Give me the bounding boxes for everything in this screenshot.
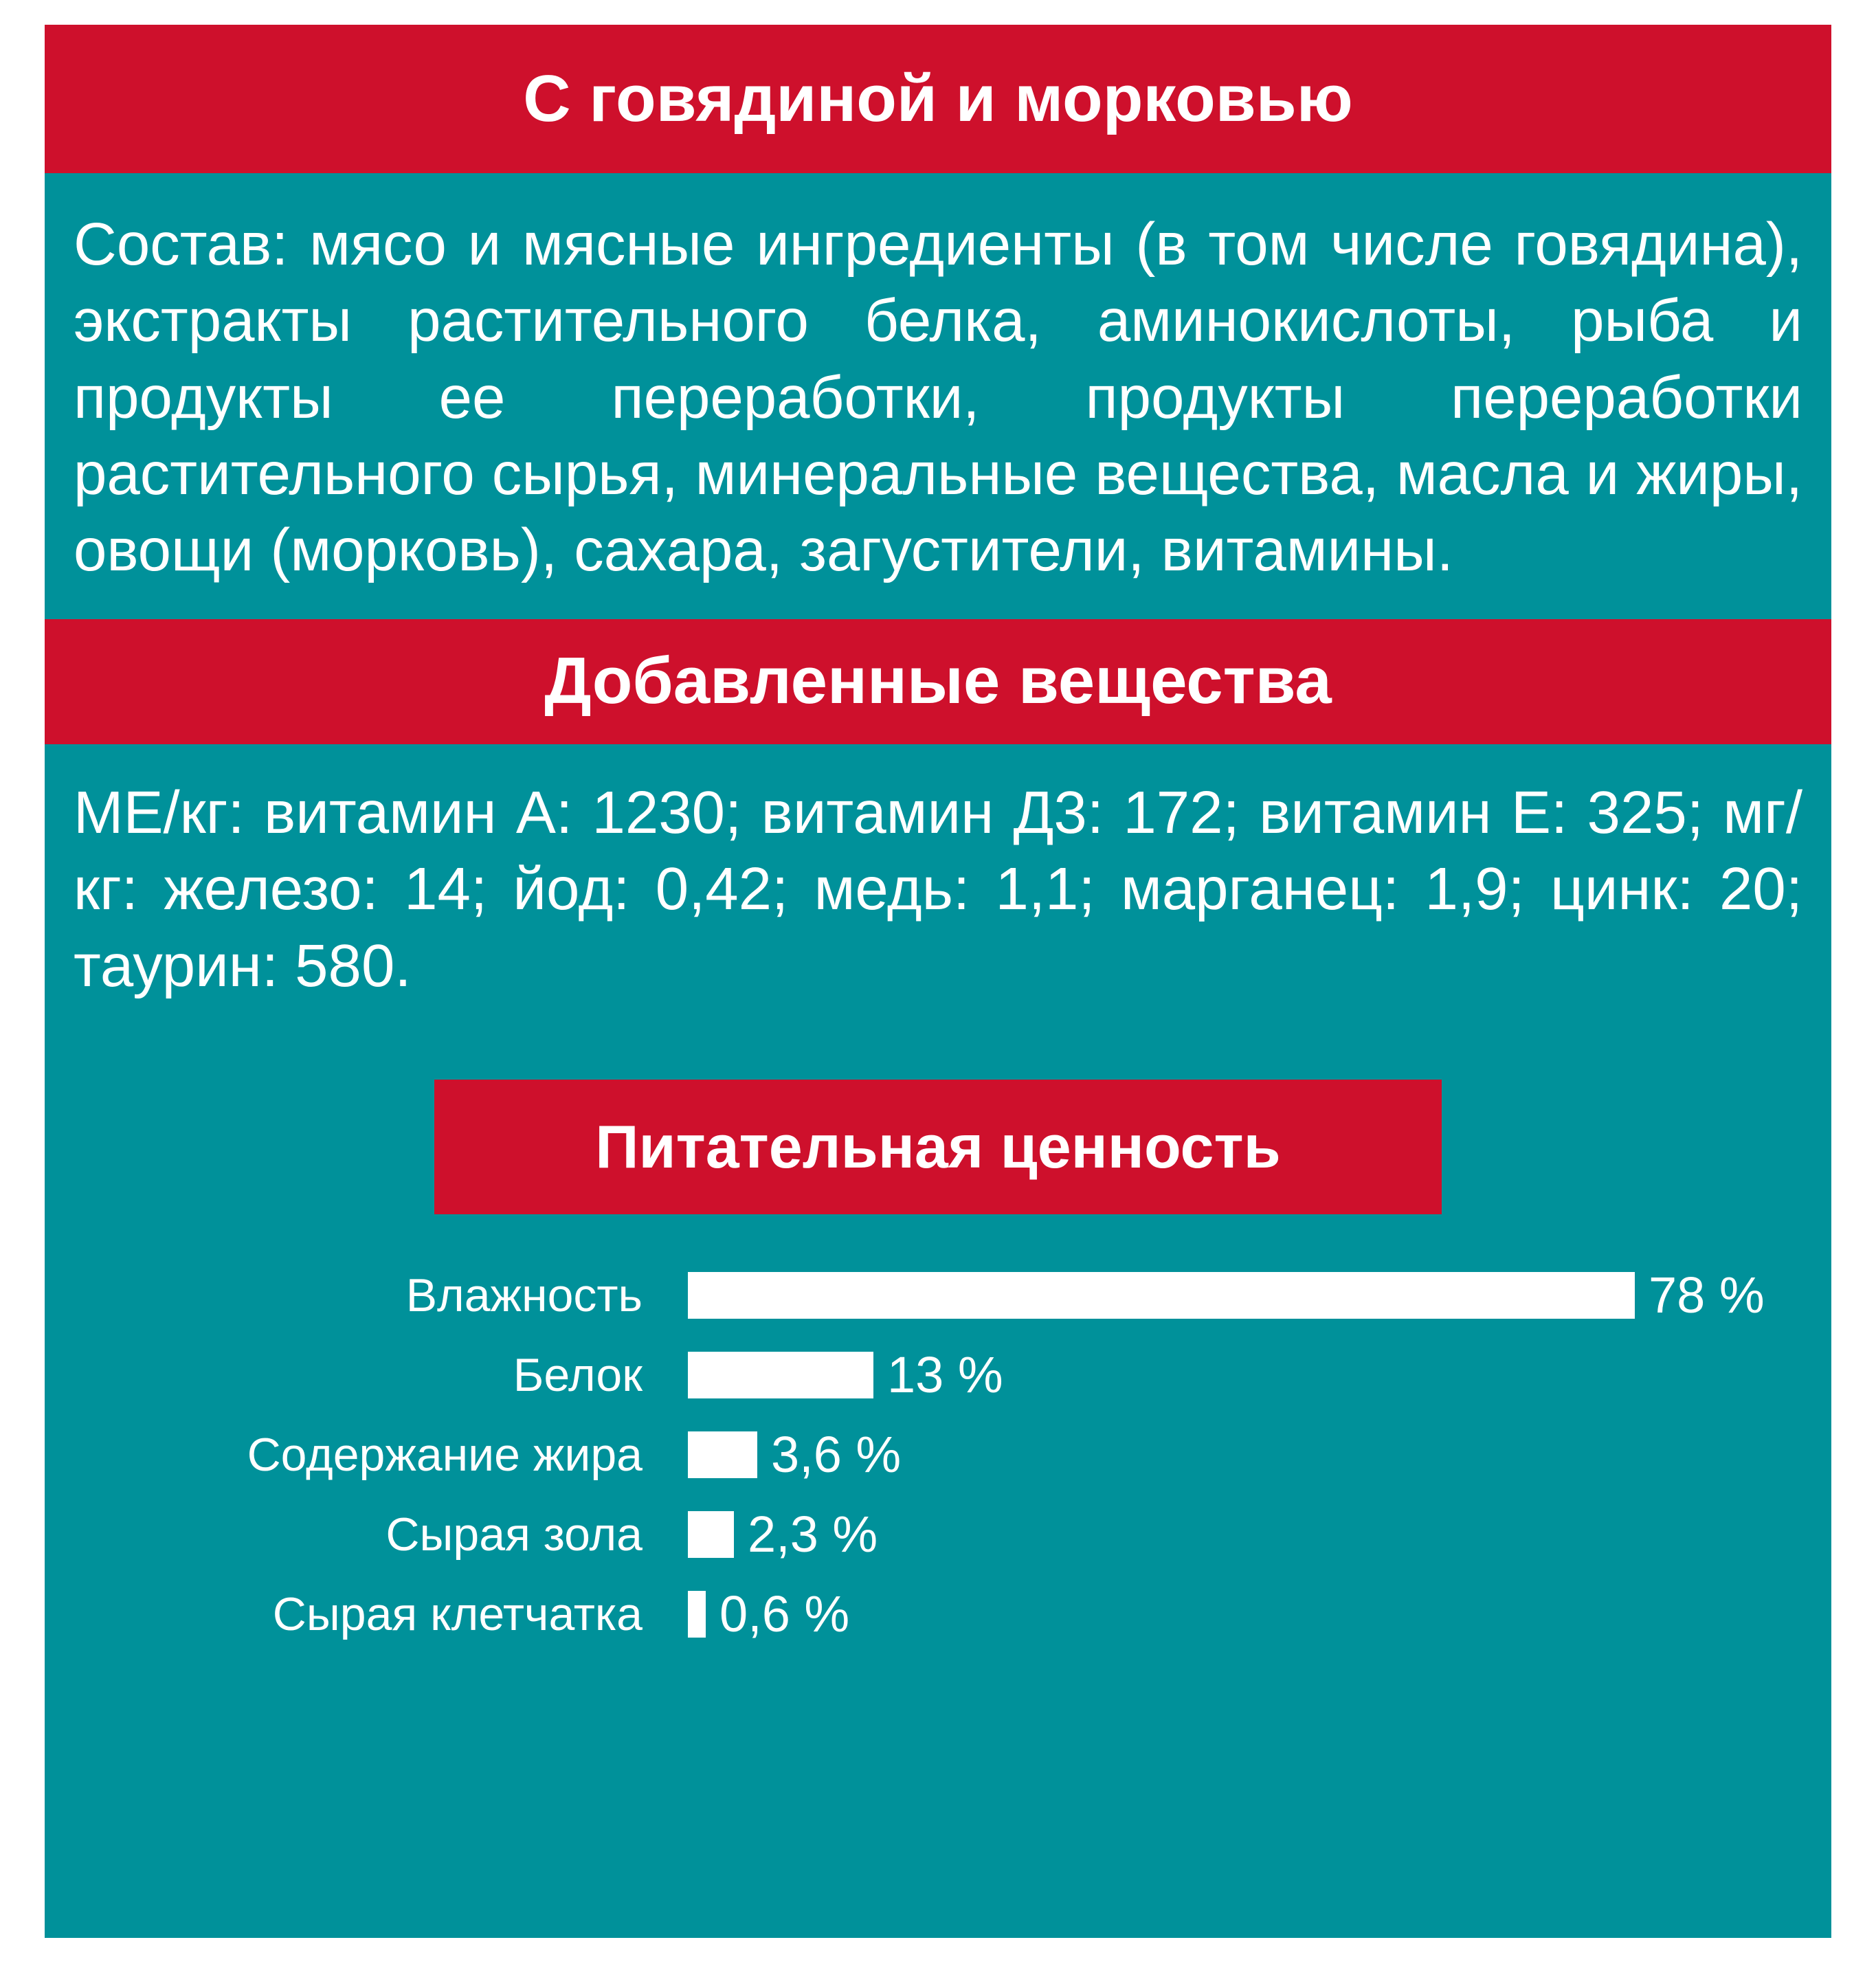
flavour-banner [45, 25, 1831, 173]
nutrition-row [45, 1335, 1831, 1415]
nutrition-row-label: Сырая зола [386, 1508, 643, 1561]
nutrition-row-label: Содержание жира [247, 1428, 643, 1481]
nutrition-row-bar [688, 1352, 873, 1398]
nutrition-row [45, 1574, 1831, 1654]
additives-text: МЕ/кг: витамин А: 1230; витамин Д3: 172; витамин Е: 325; мг/кг: железо: 14; йод: 0,42; медь: 1,1; марганец: 1,9; цинк: 20; таурин: 580. [74, 779, 1802, 999]
nutrition-row-value: 3,6 % [771, 1425, 902, 1483]
nutrition-row [45, 1256, 1831, 1335]
nutrition-section [45, 1031, 1831, 1654]
nutrition-row-bar-area [643, 1585, 850, 1642]
nutrition-title: Питательная ценность [595, 1112, 1281, 1181]
composition-text: Состав: мясо и мясные ингредиенты (в том числе говядина), экстракты растительного белка, аминокислоты, рыба и продукты ее переработки, продукты переработки растительного сырья, минеральные вещества, масла и жиры, овощи (морковь), сахара, загустители, витамины. [74, 211, 1802, 584]
nutrition-row-bar-area [643, 1425, 902, 1483]
nutrition-row-bar [688, 1272, 1635, 1319]
product-label-panel [45, 25, 1831, 1938]
nutrition-banner [434, 1080, 1442, 1214]
additives-banner [45, 619, 1831, 744]
additives-title: Добавленные вещества [544, 644, 1332, 718]
nutrition-row-label: Белок [513, 1348, 643, 1401]
nutrition-row-value: 78 % [1649, 1266, 1765, 1324]
nutrition-row-value: 0,6 % [719, 1585, 850, 1642]
nutrition-row-bar-area [643, 1346, 1003, 1403]
nutrition-row-bar-area [643, 1266, 1765, 1324]
nutrition-row-label: Сырая клетчатка [272, 1587, 643, 1640]
nutrition-row-value: 13 % [887, 1346, 1003, 1403]
nutrition-row-bar-area [643, 1505, 878, 1563]
nutrition-bar-chart [45, 1214, 1831, 1654]
flavour-title: С говядиной и морковью [523, 61, 1353, 135]
nutrition-row-label: Влажность [405, 1269, 643, 1321]
nutrition-row-bar [688, 1591, 706, 1638]
nutrition-row-value: 2,3 % [748, 1505, 878, 1563]
nutrition-banner-wrapper [45, 1080, 1831, 1214]
nutrition-row [45, 1495, 1831, 1574]
nutrition-row-bar [688, 1431, 757, 1478]
nutrition-row [45, 1415, 1831, 1495]
nutrition-row-bar [688, 1511, 734, 1558]
